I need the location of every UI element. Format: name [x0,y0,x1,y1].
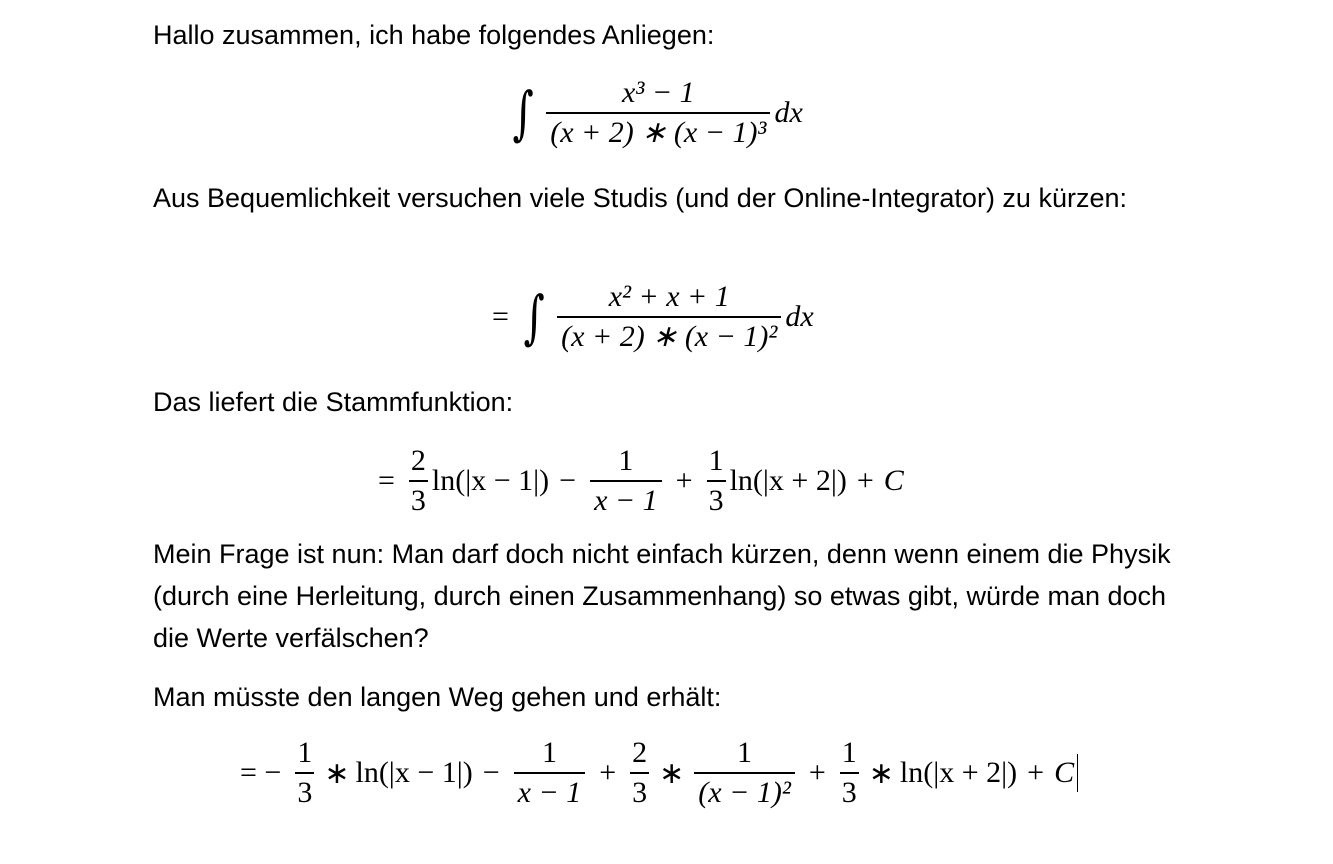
fraction [557,282,781,352]
differential: dx [785,300,814,333]
long-way-paragraph: Man müsste den langen Weg gehen und erhält: [153,682,722,712]
equals-sign: = [378,464,395,497]
fraction-numerator: x² + x + 1 [608,280,730,313]
intro-paragraph: Hallo zusammen, ich habe folgendes Anliegen: [153,20,715,50]
fraction-numerator: 2 [410,444,426,477]
operator-plus: + [599,756,617,789]
differential: dx [774,96,803,129]
text-cursor [1077,754,1078,792]
log-term: ln(|x − 1|) [431,464,550,497]
log-term: ln(|x + 2|) [729,464,847,497]
operator-times: ∗ [659,756,685,790]
fraction-denominator: 3 [707,480,726,516]
fraction-denominator: (x − 1)² [694,772,795,808]
integral-sign: ∫ [523,283,545,351]
fraction-denominator: 3 [295,772,314,808]
fraction-numerator: 1 [297,736,313,769]
formula-antiderivative-reduced [378,446,904,516]
fraction-numerator: x³ − 1 [622,76,695,109]
integral-sign: ∫ [512,79,534,147]
operator-times: ∗ [868,756,894,790]
fraction [707,446,726,516]
fraction-denominator: 3 [840,772,859,808]
fraction [694,738,795,808]
fraction-numerator: 1 [841,736,857,769]
fraction-denominator: 3 [409,480,428,516]
antiderivative-paragraph: Das liefert die Stammfunktion: [153,387,514,417]
integration-constant: C [1054,756,1075,789]
operator-minus: − [559,464,577,497]
fraction-denominator: (x + 2) ∗ (x − 1)³ [546,112,770,148]
operator-times: ∗ [324,756,350,790]
log-term: ln(|x − 1|) [355,756,473,789]
fraction [630,738,649,808]
integration-constant: C [883,464,904,497]
operator-minus: − [482,756,500,789]
question-paragraph: Mein Frage ist nun: Man darf doch nicht einfach kürzen, denn wenn einem die Physik (durch eine Herleitung, durch einen Zusammenhang) so etwas gibt, würde man doch die Werte verfälschen? [153,539,1171,653]
formula-antiderivative-full [240,738,1078,808]
fraction [409,446,428,516]
fraction-denominator: x − 1 [590,480,662,516]
fraction-denominator: x − 1 [514,772,586,808]
fraction-numerator: 2 [632,736,648,769]
fraction [840,738,859,808]
equals-minus-sign: = − [240,756,282,789]
fraction-denominator: 3 [630,772,649,808]
fraction-numerator: 1 [618,444,634,477]
fraction-denominator: (x + 2) ∗ (x − 1)² [557,316,781,352]
fraction [295,738,314,808]
fraction [514,738,586,808]
operator-plus: + [675,464,693,497]
operator-plus: + [1027,756,1045,789]
fraction-numerator: 1 [737,736,753,769]
equals-sign: = [492,300,509,333]
operator-plus: + [856,464,874,497]
fraction [546,78,770,148]
fraction-numerator: 1 [708,444,724,477]
fraction [590,446,662,516]
fraction-numerator: 1 [541,736,557,769]
operator-plus: + [808,756,826,789]
log-term: ln(|x + 2|) [899,756,1018,789]
formula-integral-reduced [492,282,814,352]
convenience-paragraph: Aus Bequemlichkeit versuchen viele Studis (und der Online-Integrator) zu kürzen: [153,183,1127,213]
formula-integral-original [508,78,803,148]
